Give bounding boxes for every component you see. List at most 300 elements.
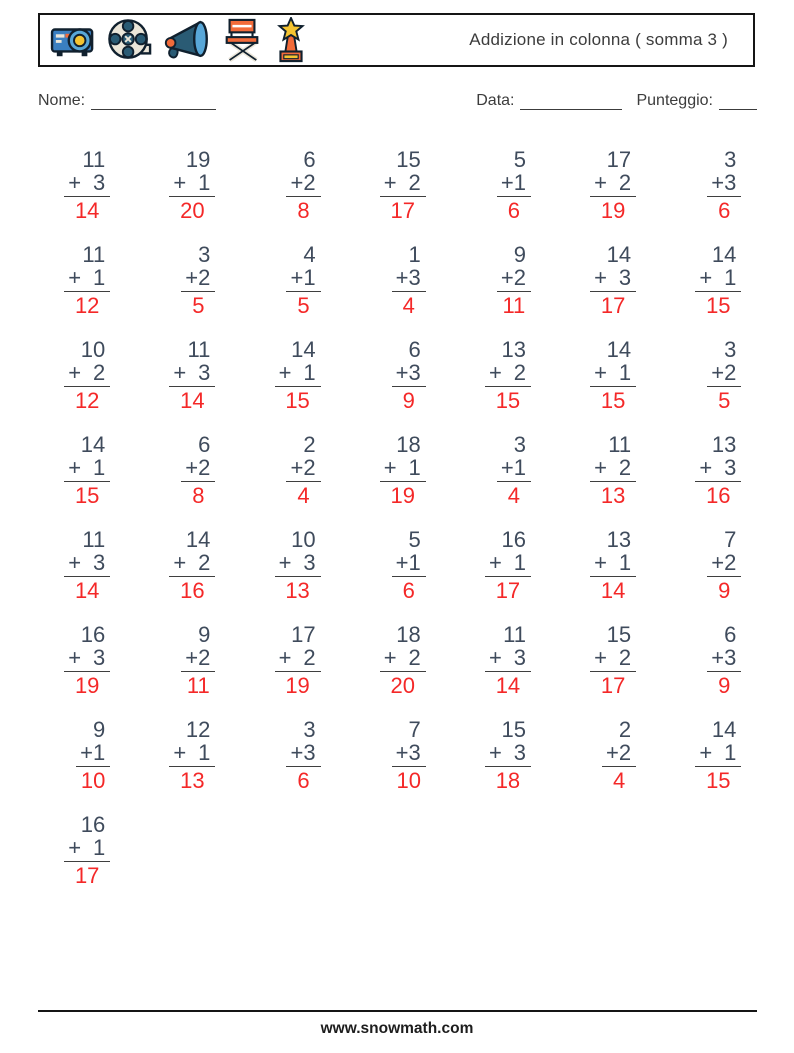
plus-sign: + [278,360,292,385]
plus-sign: + [500,170,514,195]
operator-answer-group [485,646,531,697]
answer-value: 11 [186,673,210,698]
addend-bottom: 3 [513,645,526,670]
plus-sign: + [711,550,725,575]
addition-problem [169,338,215,433]
addend-top: 18 [396,622,421,647]
addition-problem [286,243,320,338]
addend-top: 16 [501,527,526,552]
addend-top: 11 [82,242,106,267]
operator-answer-group [64,551,110,602]
operator-answer-group [695,741,741,792]
addend-bottom: 3 [408,360,421,385]
addend-bottom: 1 [92,265,106,290]
addend-top: 5 [408,527,421,552]
answer-value: 15 [495,388,521,413]
plus-sign: + [80,740,93,765]
addend-bottom: 3 [198,360,211,385]
addend-top: 14 [291,337,316,362]
addition-problem [64,243,110,338]
answer-value: 15 [285,388,310,413]
operator-answer-group [485,741,531,792]
answer-value: 12 [74,293,100,318]
plus-sign: + [488,740,502,765]
operator-answer-group [64,646,110,697]
addend-bottom: 2 [198,550,211,575]
footer-website: www.snowmath.com [320,1020,474,1037]
addend-bottom: 1 [198,740,211,765]
answer-value: 13 [180,768,205,793]
operator-answer-group [275,646,321,697]
operator-row [695,266,741,292]
answer-value: 15 [706,768,731,793]
operator-row [275,551,321,577]
operator-answer-group [707,171,741,222]
operator-answer-group [392,266,426,317]
addition-problem [392,528,426,623]
addition-problem [707,623,741,718]
addend-top: 11 [503,622,526,647]
operator-row [707,171,741,197]
addition-problem [64,623,110,718]
plus-sign: + [699,740,713,765]
addend-top: 13 [501,337,526,362]
plus-sign: + [395,550,409,575]
addend-bottom: 2 [513,360,526,385]
operator-answer-group [485,361,531,412]
plus-sign: + [711,645,725,670]
addend-top: 4 [303,242,316,267]
addend-top: 6 [724,622,737,647]
answer-value: 17 [600,673,626,698]
operator-row [707,361,741,387]
addend-bottom: 1 [408,455,421,480]
answer-value: 17 [600,293,626,318]
answer-value: 4 [402,293,415,318]
operator-row [64,361,110,387]
answer-value: 16 [180,578,205,603]
operator-row [485,361,531,387]
plus-sign: + [290,170,304,195]
addend-bottom: 3 [408,265,421,290]
operator-row [602,741,636,767]
addend-top: 11 [82,147,106,172]
answer-value: 17 [390,198,415,223]
operator-answer-group [590,361,636,412]
addend-bottom: 2 [198,645,211,670]
plus-sign: + [594,170,607,195]
addend-bottom: 1 [92,455,106,480]
answer-value: 4 [507,483,520,508]
addend-bottom: 1 [513,455,526,480]
operator-answer-group [380,171,426,222]
addend-bottom: 2 [408,645,421,670]
operator-row [590,171,636,197]
addend-top: 12 [185,717,211,742]
addend-top: 14 [606,242,632,267]
answer-value: 11 [502,293,526,318]
addend-top: 17 [606,147,632,172]
addend-bottom: 1 [618,360,632,385]
operator-answer-group [64,361,110,412]
addend-bottom: 2 [198,455,211,480]
plus-sign: + [173,360,187,385]
addend-top: 13 [711,432,737,457]
addition-problem [181,623,215,718]
operator-row [497,456,531,482]
answer-value: 6 [507,198,520,223]
plus-sign: + [68,170,82,195]
addition-problem [392,718,426,813]
addition-problem [590,623,636,718]
addend-bottom: 2 [303,455,316,480]
addend-top: 15 [606,622,632,647]
operator-answer-group [64,456,110,507]
answer-value: 14 [495,673,521,698]
answer-value: 9 [402,388,415,413]
answer-value: 9 [718,578,731,603]
addition-problem [64,433,110,528]
operator-answer-group [275,551,321,602]
addend-bottom: 2 [618,740,632,765]
operator-answer-group [590,266,636,317]
addition-problem [286,718,320,813]
operator-answer-group [707,551,741,602]
addend-bottom: 3 [303,550,316,575]
plus-sign: + [290,455,304,480]
addend-bottom: 1 [303,265,316,290]
addition-problem [275,338,321,433]
addend-top: 9 [198,622,211,647]
operator-row [707,646,741,672]
plus-sign: + [68,455,82,480]
operator-row [64,836,110,862]
addend-bottom: 3 [408,740,421,765]
operator-row [695,741,741,767]
operator-answer-group [590,456,636,507]
plus-sign: + [383,455,397,480]
addend-top: 9 [513,242,526,267]
projector-icon [49,19,99,61]
date-blank-line [520,94,622,110]
info-fields-row [38,92,757,110]
operator-answer-group [392,741,426,792]
operator-row [181,646,215,672]
addend-bottom: 1 [724,265,737,290]
addend-bottom: 3 [724,455,737,480]
answer-value: 6 [402,578,415,603]
operator-row [64,171,110,197]
addition-problem [590,433,636,528]
plus-sign: + [173,740,187,765]
addend-bottom: 3 [724,170,737,195]
operator-row [64,551,110,577]
addend-top: 14 [606,337,632,362]
addend-top: 14 [711,242,737,267]
operator-row [380,646,426,672]
plus-sign: + [395,740,409,765]
addition-problem [76,718,110,813]
plus-sign: + [68,550,82,575]
operator-answer-group [275,361,321,412]
operator-answer-group [695,266,741,317]
operator-row [497,171,531,197]
addend-bottom: 1 [92,740,106,765]
addend-bottom: 3 [92,170,106,195]
addend-top: 3 [198,242,211,267]
operator-row [64,456,110,482]
answer-value: 9 [718,673,731,698]
plus-sign: + [185,455,199,480]
addend-bottom: 2 [618,455,632,480]
addend-top: 14 [185,527,211,552]
answer-value: 8 [297,198,310,223]
addition-problem [485,338,531,433]
plus-sign: + [594,645,607,670]
trophy-icon [271,17,311,63]
addition-problem [590,528,636,623]
plus-sign: + [173,170,187,195]
addition-problem [485,718,531,813]
answer-value: 19 [600,198,626,223]
operator-answer-group [707,646,741,697]
plus-sign: + [594,550,607,575]
page-title: Addizione in colonna ( somma 3 ) [469,30,728,49]
addend-top: 10 [80,337,106,362]
addend-top: 11 [82,527,106,552]
operator-answer-group [497,456,531,507]
date-label: Data: [476,92,515,109]
answer-value: 13 [285,578,310,603]
addition-problem [590,243,636,338]
operator-row [485,741,531,767]
addend-bottom: 3 [303,740,316,765]
addition-problem [695,243,741,338]
score-label: Punteggio: [636,92,713,109]
addend-bottom: 3 [724,645,737,670]
addend-bottom: 2 [724,360,737,385]
answer-value: 14 [180,388,205,413]
plus-sign: + [395,360,409,385]
addend-top: 2 [303,432,316,457]
answer-value: 12 [74,388,100,413]
addition-problem [380,623,426,718]
addend-top: 3 [724,337,737,362]
operator-answer-group [497,171,531,222]
operator-row [485,551,531,577]
operator-row [64,646,110,672]
operator-row [590,551,636,577]
addend-bottom: 1 [303,360,316,385]
addend-bottom: 2 [303,645,316,670]
answer-value: 10 [396,768,421,793]
operator-row [590,361,636,387]
plus-sign: + [278,550,292,575]
operator-answer-group [286,741,320,792]
plus-sign: + [68,360,82,385]
addition-problem [485,623,531,718]
plus-sign: + [185,265,199,290]
addition-problem [64,338,110,433]
plus-sign: + [500,455,514,480]
addend-bottom: 2 [198,265,211,290]
addend-bottom: 2 [618,645,632,670]
addition-problem [602,718,636,813]
plus-sign: + [278,645,292,670]
answer-value: 13 [600,483,626,508]
answer-value: 20 [390,673,415,698]
operator-row [181,456,215,482]
addend-top: 11 [608,432,632,457]
plus-sign: + [594,360,607,385]
addition-problem [64,813,110,908]
operator-row [275,361,321,387]
plus-sign: + [290,740,304,765]
addend-top: 16 [80,622,106,647]
plus-sign: + [383,645,397,670]
plus-sign: + [68,645,82,670]
operator-row [286,266,320,292]
addition-problem [169,148,215,243]
operator-row [485,646,531,672]
answer-value: 4 [297,483,310,508]
operator-answer-group [707,361,741,412]
plus-sign: + [68,265,82,290]
addition-problem [695,718,741,813]
answer-value: 5 [718,388,731,413]
addend-bottom: 1 [513,170,526,195]
operator-row [497,266,531,292]
addend-bottom: 1 [92,835,106,860]
film-reel-icon [106,18,154,62]
operator-answer-group [380,456,426,507]
operator-answer-group [169,741,215,792]
answer-value: 14 [74,578,100,603]
name-blank-line [91,94,216,110]
addend-top: 18 [396,432,421,457]
operator-answer-group [181,646,215,697]
plus-sign: + [500,265,514,290]
operator-answer-group [590,551,636,602]
addend-top: 6 [198,432,211,457]
addend-top: 3 [303,717,316,742]
operator-answer-group [181,266,215,317]
addend-bottom: 2 [513,265,526,290]
addition-problem [707,148,741,243]
operator-answer-group [64,836,110,887]
operator-answer-group [286,456,320,507]
plus-sign: + [699,455,713,480]
plus-sign: + [488,645,502,670]
header-banner [38,13,755,67]
addend-top: 3 [724,147,737,172]
addition-problem [707,338,741,433]
plus-sign: + [290,265,304,290]
addition-problem [181,433,215,528]
addend-bottom: 2 [724,550,737,575]
plus-sign: + [606,740,619,765]
addition-problem [590,338,636,433]
plus-sign: + [594,265,607,290]
addend-bottom: 2 [92,360,106,385]
operator-row [286,741,320,767]
addend-bottom: 1 [724,740,737,765]
addend-bottom: 3 [618,265,632,290]
operator-row [392,361,426,387]
addend-top: 5 [513,147,526,172]
answer-value: 15 [74,483,100,508]
addend-top: 19 [185,147,211,172]
directors-chair-icon [220,18,264,62]
operator-row [181,266,215,292]
plus-sign: + [173,550,187,575]
answer-value: 17 [74,863,100,888]
addition-problem [590,148,636,243]
plus-sign: + [711,170,725,195]
answer-value: 5 [297,293,310,318]
addition-problem [275,528,321,623]
operator-row [286,456,320,482]
operator-row [707,551,741,577]
answer-value: 16 [706,483,731,508]
answer-value: 19 [285,673,310,698]
answer-value: 10 [80,768,106,793]
addend-top: 7 [724,527,737,552]
addition-problem [695,433,741,528]
addition-problem [286,148,320,243]
operator-row [392,741,426,767]
operator-answer-group [76,741,110,792]
operator-answer-group [64,171,110,222]
operator-row [169,551,215,577]
operator-answer-group [590,646,636,697]
operator-answer-group [392,551,426,602]
operator-row [590,646,636,672]
answer-value: 6 [718,198,731,223]
problems-grid [5,148,741,908]
operator-row [76,741,110,767]
operator-answer-group [64,266,110,317]
operator-row [392,551,426,577]
plus-sign: + [594,455,607,480]
operator-answer-group [169,551,215,602]
operator-answer-group [392,361,426,412]
answer-value: 4 [612,768,626,793]
addition-problem [497,243,531,338]
addend-top: 15 [396,147,421,172]
answer-value: 19 [74,673,100,698]
operator-row [380,171,426,197]
addition-problem [64,148,110,243]
plus-sign: + [395,265,409,290]
operator-answer-group [590,171,636,222]
addend-top: 14 [711,717,737,742]
plus-sign: + [68,835,82,860]
operator-answer-group [380,646,426,697]
operator-row [286,171,320,197]
addend-top: 16 [80,812,106,837]
operator-row [275,646,321,672]
operator-answer-group [286,171,320,222]
operator-row [169,361,215,387]
operator-row [590,456,636,482]
addend-bottom: 3 [92,645,106,670]
operator-answer-group [286,266,320,317]
answer-value: 14 [74,198,100,223]
addend-bottom: 1 [513,550,526,575]
addition-problem [392,338,426,433]
addend-top: 2 [618,717,632,742]
